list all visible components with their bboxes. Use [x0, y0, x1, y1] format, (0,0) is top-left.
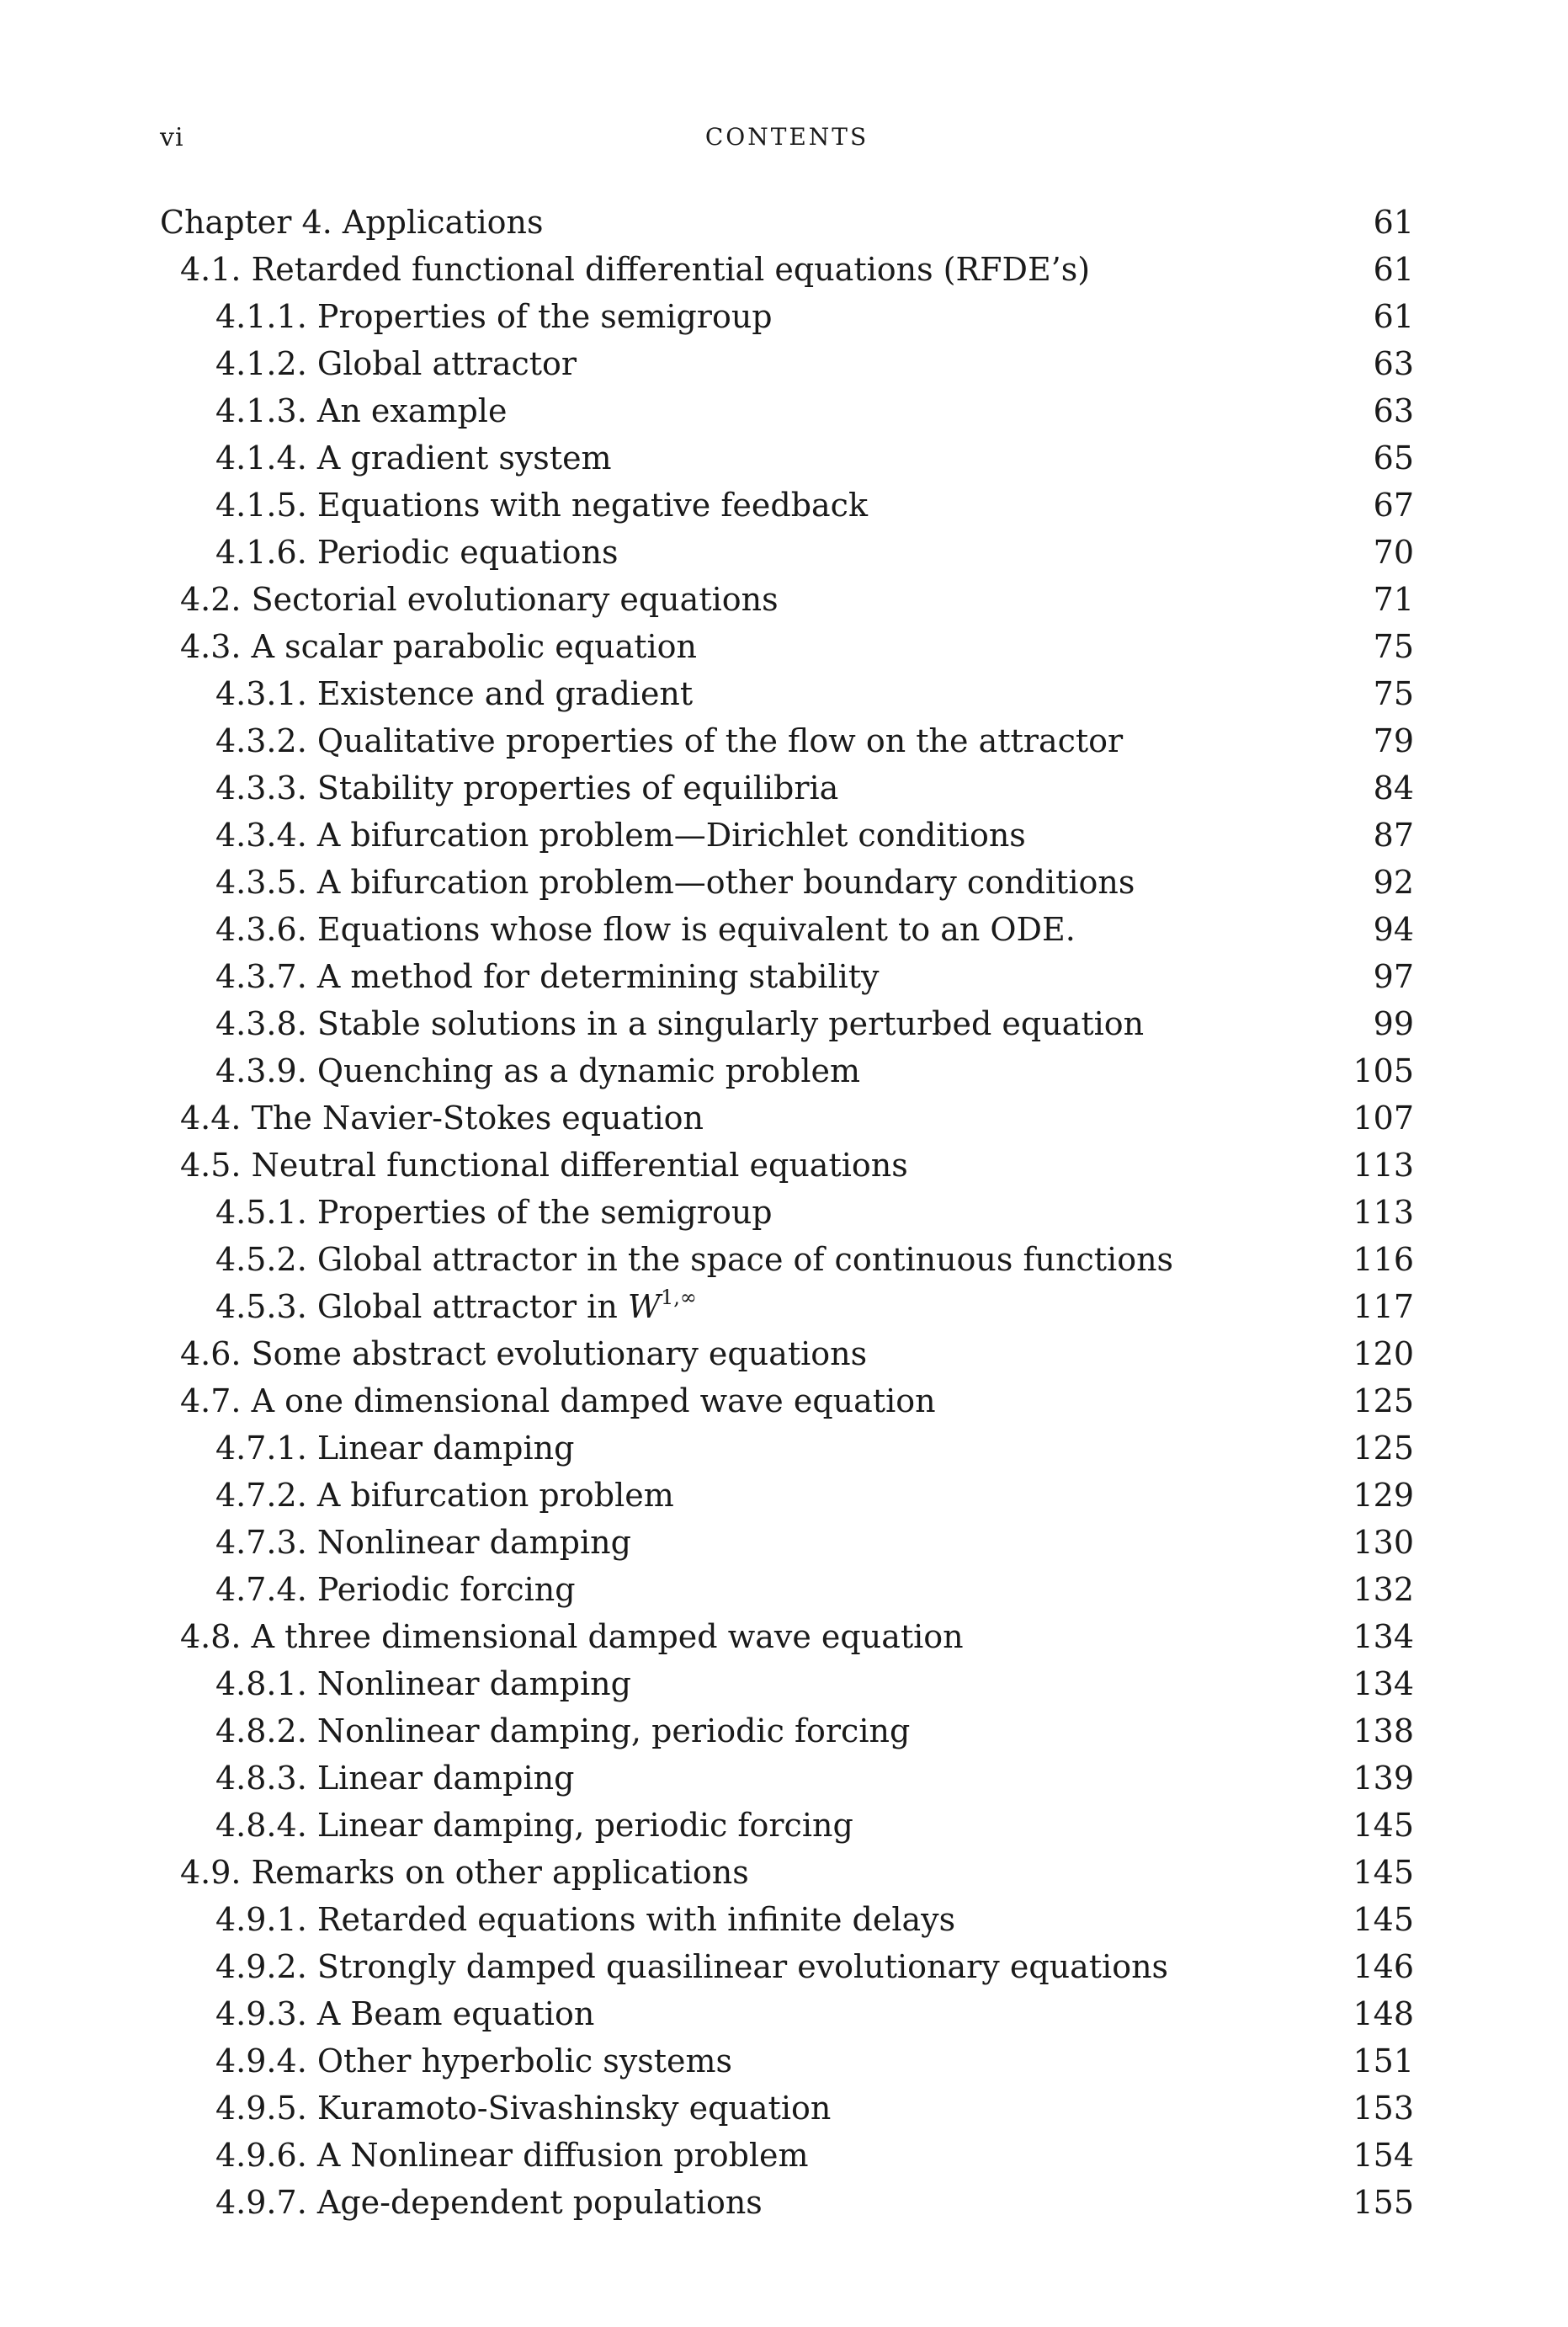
- toc-entry-4-2: [160, 576, 1414, 623]
- entry-number: 4.8.3.: [215, 1760, 307, 1797]
- toc-entry-4-3-3: [160, 764, 1414, 812]
- entry-title: Global attractor: [316, 345, 577, 382]
- entry-number: 4.5.2.: [215, 1241, 307, 1278]
- entry-page: 99: [1373, 1005, 1414, 1042]
- entry-number: 4.3.9.: [215, 1052, 307, 1089]
- entry-number: 4.1.: [180, 251, 242, 288]
- entry-page: 113: [1353, 1194, 1414, 1231]
- entry-number: 4.6.: [180, 1335, 242, 1372]
- entry-number: 4.9.2.: [215, 1948, 307, 1985]
- entry-page: 71: [1373, 581, 1414, 618]
- entry-number: 4.9.3.: [215, 1995, 307, 2032]
- entry-title: Stable solutions in a singularly perturbed equation: [316, 1005, 1145, 1042]
- entry-page: 125: [1353, 1430, 1414, 1467]
- entry-title: Quenching as a dynamic problem: [316, 1052, 861, 1089]
- toc-entry-4-7-4: [160, 1566, 1414, 1613]
- entry-number: 4.1.4.: [215, 439, 307, 477]
- entry-number: 4.7.: [180, 1382, 242, 1419]
- entry-number: 4.1.6.: [215, 534, 307, 571]
- entry-number: 4.3.8.: [215, 1005, 307, 1042]
- entry-page: 97: [1373, 958, 1414, 995]
- entry-page: 84: [1373, 769, 1414, 807]
- entry-page: 154: [1353, 2137, 1414, 2174]
- entry-page: 75: [1373, 628, 1414, 665]
- entry-number: 4.7.1.: [215, 1430, 307, 1467]
- toc-entry-4-1-6: [160, 529, 1414, 576]
- running-title: CONTENTS: [704, 123, 869, 151]
- entry-number: 4.9.5.: [215, 2090, 307, 2127]
- entry-title: Neutral functional differential equations: [251, 1147, 908, 1184]
- entry-title: Age-dependent populations: [316, 2184, 763, 2221]
- toc-entry-chapter-4: [160, 199, 1414, 246]
- toc-entry-4-7-2: [160, 1472, 1414, 1519]
- entry-page: 75: [1373, 675, 1414, 712]
- toc-entry-4-9: [160, 1849, 1414, 1896]
- entry-page: 145: [1353, 1854, 1414, 1891]
- toc-entry-4-9-6: [160, 2132, 1414, 2179]
- toc-entry-4-9-2: [160, 1943, 1414, 1990]
- entry-page: 132: [1353, 1571, 1414, 1608]
- entry-page: 61: [1373, 204, 1414, 241]
- toc-entry-4-3: [160, 623, 1414, 670]
- toc-entry-4-7-1: [160, 1424, 1414, 1472]
- math-superscript: 1,∞: [660, 1286, 697, 1309]
- entry-title: Equations whose flow is equivalent to an ODE.: [316, 911, 1076, 948]
- toc-entry-4-9-1: [160, 1896, 1414, 1943]
- entry-number: 4.3.: [180, 628, 242, 665]
- entry-number: 4.3.2.: [215, 722, 307, 759]
- entry-title: Some abstract evolutionary equations: [251, 1335, 868, 1372]
- toc-entry-4-3-5: [160, 859, 1414, 906]
- entry-title: Global attractor in: [316, 1288, 618, 1325]
- entry-page: 155: [1353, 2184, 1414, 2221]
- entry-title: Periodic equations: [316, 534, 619, 571]
- entry-page: 117: [1353, 1288, 1414, 1325]
- entry-page: 134: [1353, 1665, 1414, 1702]
- toc-entry-4-9-5: [160, 2085, 1414, 2132]
- entry-page: 146: [1353, 1948, 1414, 1985]
- entry-title: Existence and gradient: [316, 675, 694, 712]
- entry-page: 63: [1373, 345, 1414, 382]
- entry-title: Equations with negative feedback: [316, 487, 868, 524]
- entry-page: 113: [1353, 1147, 1414, 1184]
- entry-title: A bifurcation problem: [316, 1477, 674, 1514]
- entry-page: 61: [1373, 251, 1414, 288]
- toc-entry-4-8: [160, 1613, 1414, 1660]
- math-symbol-w: W: [627, 1288, 661, 1325]
- toc-entry-4-3-7: [160, 953, 1414, 1000]
- entry-page: 107: [1353, 1100, 1414, 1137]
- toc-entry-4-3-4: [160, 812, 1414, 859]
- toc-entry-4-8-4: [160, 1802, 1414, 1849]
- entry-number: 4.5.1.: [215, 1194, 307, 1231]
- entry-title: A one dimensional damped wave equation: [251, 1382, 936, 1419]
- entry-number: 4.3.4.: [215, 817, 307, 854]
- entry-page: 61: [1373, 298, 1414, 335]
- running-head: [160, 123, 1414, 160]
- entry-page: 148: [1353, 1995, 1414, 2032]
- toc-entry-4-9-4: [160, 2037, 1414, 2085]
- toc-entry-4-5-3: [160, 1283, 1414, 1330]
- entry-title: A gradient system: [316, 439, 612, 477]
- entry-title: Global attractor in the space of continuous functions: [316, 1241, 1174, 1278]
- entry-page: 129: [1353, 1477, 1414, 1514]
- toc-entry-4-8-1: [160, 1660, 1414, 1707]
- entry-number: 4.2.: [180, 581, 242, 618]
- entry-title: A bifurcation problem—Dirichlet conditions: [316, 817, 1026, 854]
- toc-entry-4-8-2: [160, 1707, 1414, 1755]
- entry-page: 153: [1353, 2090, 1414, 2127]
- entry-page: 151: [1353, 2042, 1414, 2079]
- entry-title: A three dimensional damped wave equation: [251, 1618, 964, 1655]
- toc-entry-4-7: [160, 1377, 1414, 1424]
- entry-number: 4.5.3.: [215, 1288, 307, 1325]
- entry-title: A Beam equation: [316, 1995, 595, 2032]
- entry-title: A Nonlinear diffusion problem: [316, 2137, 809, 2174]
- entry-number: 4.8.2.: [215, 1712, 307, 1749]
- toc-entry-4-3-2: [160, 717, 1414, 764]
- entry-page: 63: [1373, 392, 1414, 429]
- entry-number: 4.9.6.: [215, 2137, 307, 2174]
- entry-page: 65: [1373, 439, 1414, 477]
- entry-title: Linear damping, periodic forcing: [316, 1807, 853, 1844]
- entry-number: 4.3.7.: [215, 958, 307, 995]
- toc-entry-4-5-2: [160, 1236, 1414, 1283]
- entry-number: 4.1.3.: [215, 392, 307, 429]
- entry-number: 4.7.4.: [215, 1571, 307, 1608]
- toc-entry-4-1-4: [160, 434, 1414, 482]
- toc-entry-4-5-1: [160, 1189, 1414, 1236]
- entry-title: A method for determining stability: [316, 958, 880, 995]
- entry-page: 92: [1373, 864, 1414, 901]
- entry-title: Qualitative properties of the flow on the attractor: [316, 722, 1124, 759]
- toc-entry-4-1-1: [160, 293, 1414, 340]
- page-number: vi: [160, 123, 184, 152]
- toc-entry-4-9-3: [160, 1990, 1414, 2037]
- entry-number: 4.3.3.: [215, 769, 307, 807]
- entry-title: A bifurcation problem—other boundary conditions: [316, 864, 1135, 901]
- entry-page: 139: [1353, 1760, 1414, 1797]
- entry-page: 120: [1353, 1335, 1414, 1372]
- entry-number: 4.1.1.: [215, 298, 307, 335]
- toc-entry-4-1-5: [160, 482, 1414, 529]
- toc-entry-4-8-3: [160, 1755, 1414, 1802]
- entry-page: 125: [1353, 1382, 1414, 1419]
- toc-entry-4-7-3: [160, 1519, 1414, 1566]
- entry-title: Retarded functional differential equations (RFDE’s): [251, 251, 1091, 288]
- entry-title: Retarded equations with infinite delays: [316, 1901, 956, 1938]
- entry-page: 105: [1353, 1052, 1414, 1089]
- entry-title: Other hyperbolic systems: [316, 2042, 733, 2079]
- entry-page: 145: [1353, 1807, 1414, 1844]
- entry-title: Stability properties of equilibria: [316, 769, 839, 807]
- entry-number: 4.9.7.: [215, 2184, 307, 2221]
- toc-entry-4-3-6: [160, 906, 1414, 953]
- entry-number: 4.5.: [180, 1147, 242, 1184]
- toc-entry-4-9-7: [160, 2179, 1414, 2226]
- entry-title: Nonlinear damping, periodic forcing: [316, 1712, 911, 1749]
- entry-title: A scalar parabolic equation: [251, 628, 698, 665]
- entry-page: 94: [1373, 911, 1414, 948]
- entry-number: 4.8.4.: [215, 1807, 307, 1844]
- entry-page: 70: [1373, 534, 1414, 571]
- toc-entry-4-5: [160, 1142, 1414, 1189]
- entry-number: 4.9.: [180, 1854, 242, 1891]
- toc-entry-4-1-2: [160, 340, 1414, 387]
- entry-title: Linear damping: [316, 1760, 575, 1797]
- entry-title: Nonlinear damping: [316, 1524, 631, 1561]
- entry-title: Remarks on other applications: [251, 1854, 749, 1891]
- entry-number: 4.9.1.: [215, 1901, 307, 1938]
- entry-title: An example: [316, 392, 508, 429]
- entry-number: 4.3.6.: [215, 911, 307, 948]
- entry-number: Chapter 4.: [160, 204, 332, 241]
- toc-entry-4-3-1: [160, 670, 1414, 717]
- entry-number: 4.7.3.: [215, 1524, 307, 1561]
- entry-title: Sectorial evolutionary equations: [251, 581, 779, 618]
- entry-number: 4.1.5.: [215, 487, 307, 524]
- entry-page: 134: [1353, 1618, 1414, 1655]
- entry-title: Periodic forcing: [316, 1571, 576, 1608]
- entry-number: 4.9.4.: [215, 2042, 307, 2079]
- entry-page: 67: [1373, 487, 1414, 524]
- entry-page: 138: [1353, 1712, 1414, 1749]
- entry-page: 116: [1353, 1241, 1414, 1278]
- toc-entry-4-4: [160, 1094, 1414, 1142]
- entry-page: 87: [1373, 817, 1414, 854]
- entry-title: Applications: [342, 204, 544, 241]
- entry-page: 145: [1353, 1901, 1414, 1938]
- entry-title: Nonlinear damping: [316, 1665, 631, 1702]
- toc-entry-4-1: [160, 246, 1414, 293]
- entry-title: Strongly damped quasilinear evolutionary equations: [316, 1948, 1169, 1985]
- toc-entry-4-3-8: [160, 1000, 1414, 1047]
- entry-number: 4.7.2.: [215, 1477, 307, 1514]
- entry-page: 79: [1373, 722, 1414, 759]
- entry-number: 4.8.: [180, 1618, 242, 1655]
- entry-number: 4.1.2.: [215, 345, 307, 382]
- toc-entry-4-3-9: [160, 1047, 1414, 1094]
- toc-entry-4-1-3: [160, 387, 1414, 434]
- entry-number: 4.3.5.: [215, 864, 307, 901]
- entry-title: The Navier-Stokes equation: [251, 1100, 704, 1137]
- entry-title: Kuramoto-Sivashinsky equation: [316, 2090, 832, 2127]
- entry-number: 4.3.1.: [215, 675, 307, 712]
- entry-number: 4.8.1.: [215, 1665, 307, 1702]
- entry-title: Properties of the semigroup: [316, 298, 773, 335]
- entry-number: 4.4.: [180, 1100, 242, 1137]
- toc-entry-4-6: [160, 1330, 1414, 1377]
- entry-title: Properties of the semigroup: [316, 1194, 773, 1231]
- table-of-contents: [160, 199, 1414, 2226]
- entry-page: 130: [1353, 1524, 1414, 1561]
- entry-title: Linear damping: [316, 1430, 575, 1467]
